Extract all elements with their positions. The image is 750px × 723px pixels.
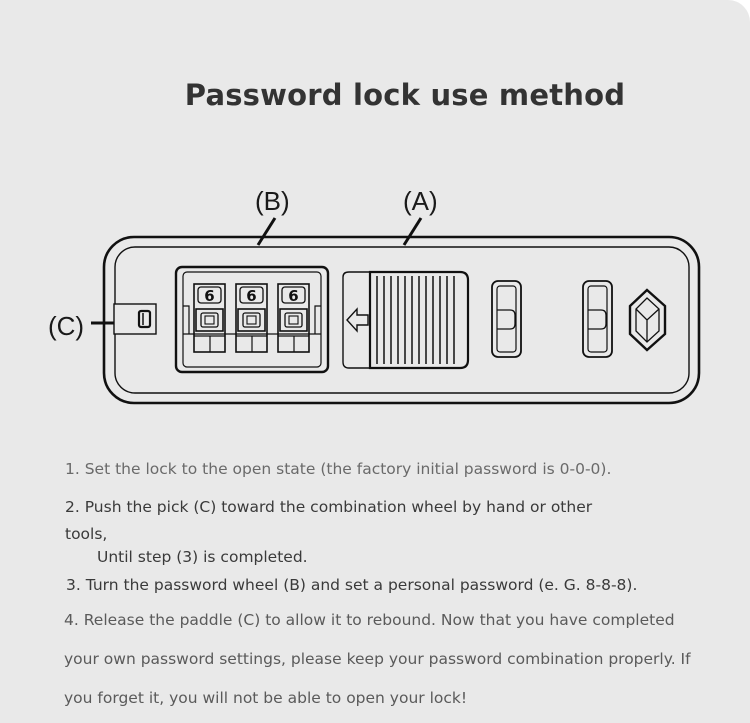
wheel-2-digit: 6 bbox=[246, 287, 257, 305]
step-2-text: 2. Push the pick (C) toward the combination wheel by hand or other bbox=[65, 498, 593, 516]
arrow-left-icon bbox=[347, 309, 368, 331]
step-2-text-continued: tools, bbox=[65, 525, 108, 543]
shackle-hole-1 bbox=[492, 281, 521, 357]
step-4-text-line-3: you forget it, you will not be able to open your lock! bbox=[64, 689, 468, 707]
slider-grip-lines bbox=[377, 276, 454, 364]
leader-line-a bbox=[404, 218, 421, 245]
leader-line-b bbox=[258, 218, 275, 245]
step-1-text: 1. Set the lock to the open state (the factory initial password is 0-0-0). bbox=[65, 460, 612, 478]
label-c: (C) bbox=[48, 311, 85, 341]
step-3-text: 3. Turn the password wheel (B) and set a personal password (e. G. 8-8-8). bbox=[66, 576, 638, 594]
pick-c bbox=[114, 304, 156, 334]
label-b: (B) bbox=[255, 186, 290, 216]
step-4-text: 4. Release the paddle (C) to allow it to rebound. Now that you have completed bbox=[64, 611, 675, 629]
step-2-note: Until step (3) is completed. bbox=[97, 548, 308, 566]
step-4-text-line-2: your own password settings, please keep your password combination properly. If bbox=[64, 650, 691, 668]
combination-wheels bbox=[176, 267, 328, 372]
wheel-1-digit: 6 bbox=[204, 287, 215, 305]
tsa-diamond-icon bbox=[630, 290, 665, 350]
label-a: (A) bbox=[403, 186, 438, 216]
shackle-hole-2 bbox=[583, 281, 612, 357]
wheel-3-digit: 6 bbox=[288, 287, 299, 305]
page-title: Password lock use method bbox=[184, 78, 626, 112]
